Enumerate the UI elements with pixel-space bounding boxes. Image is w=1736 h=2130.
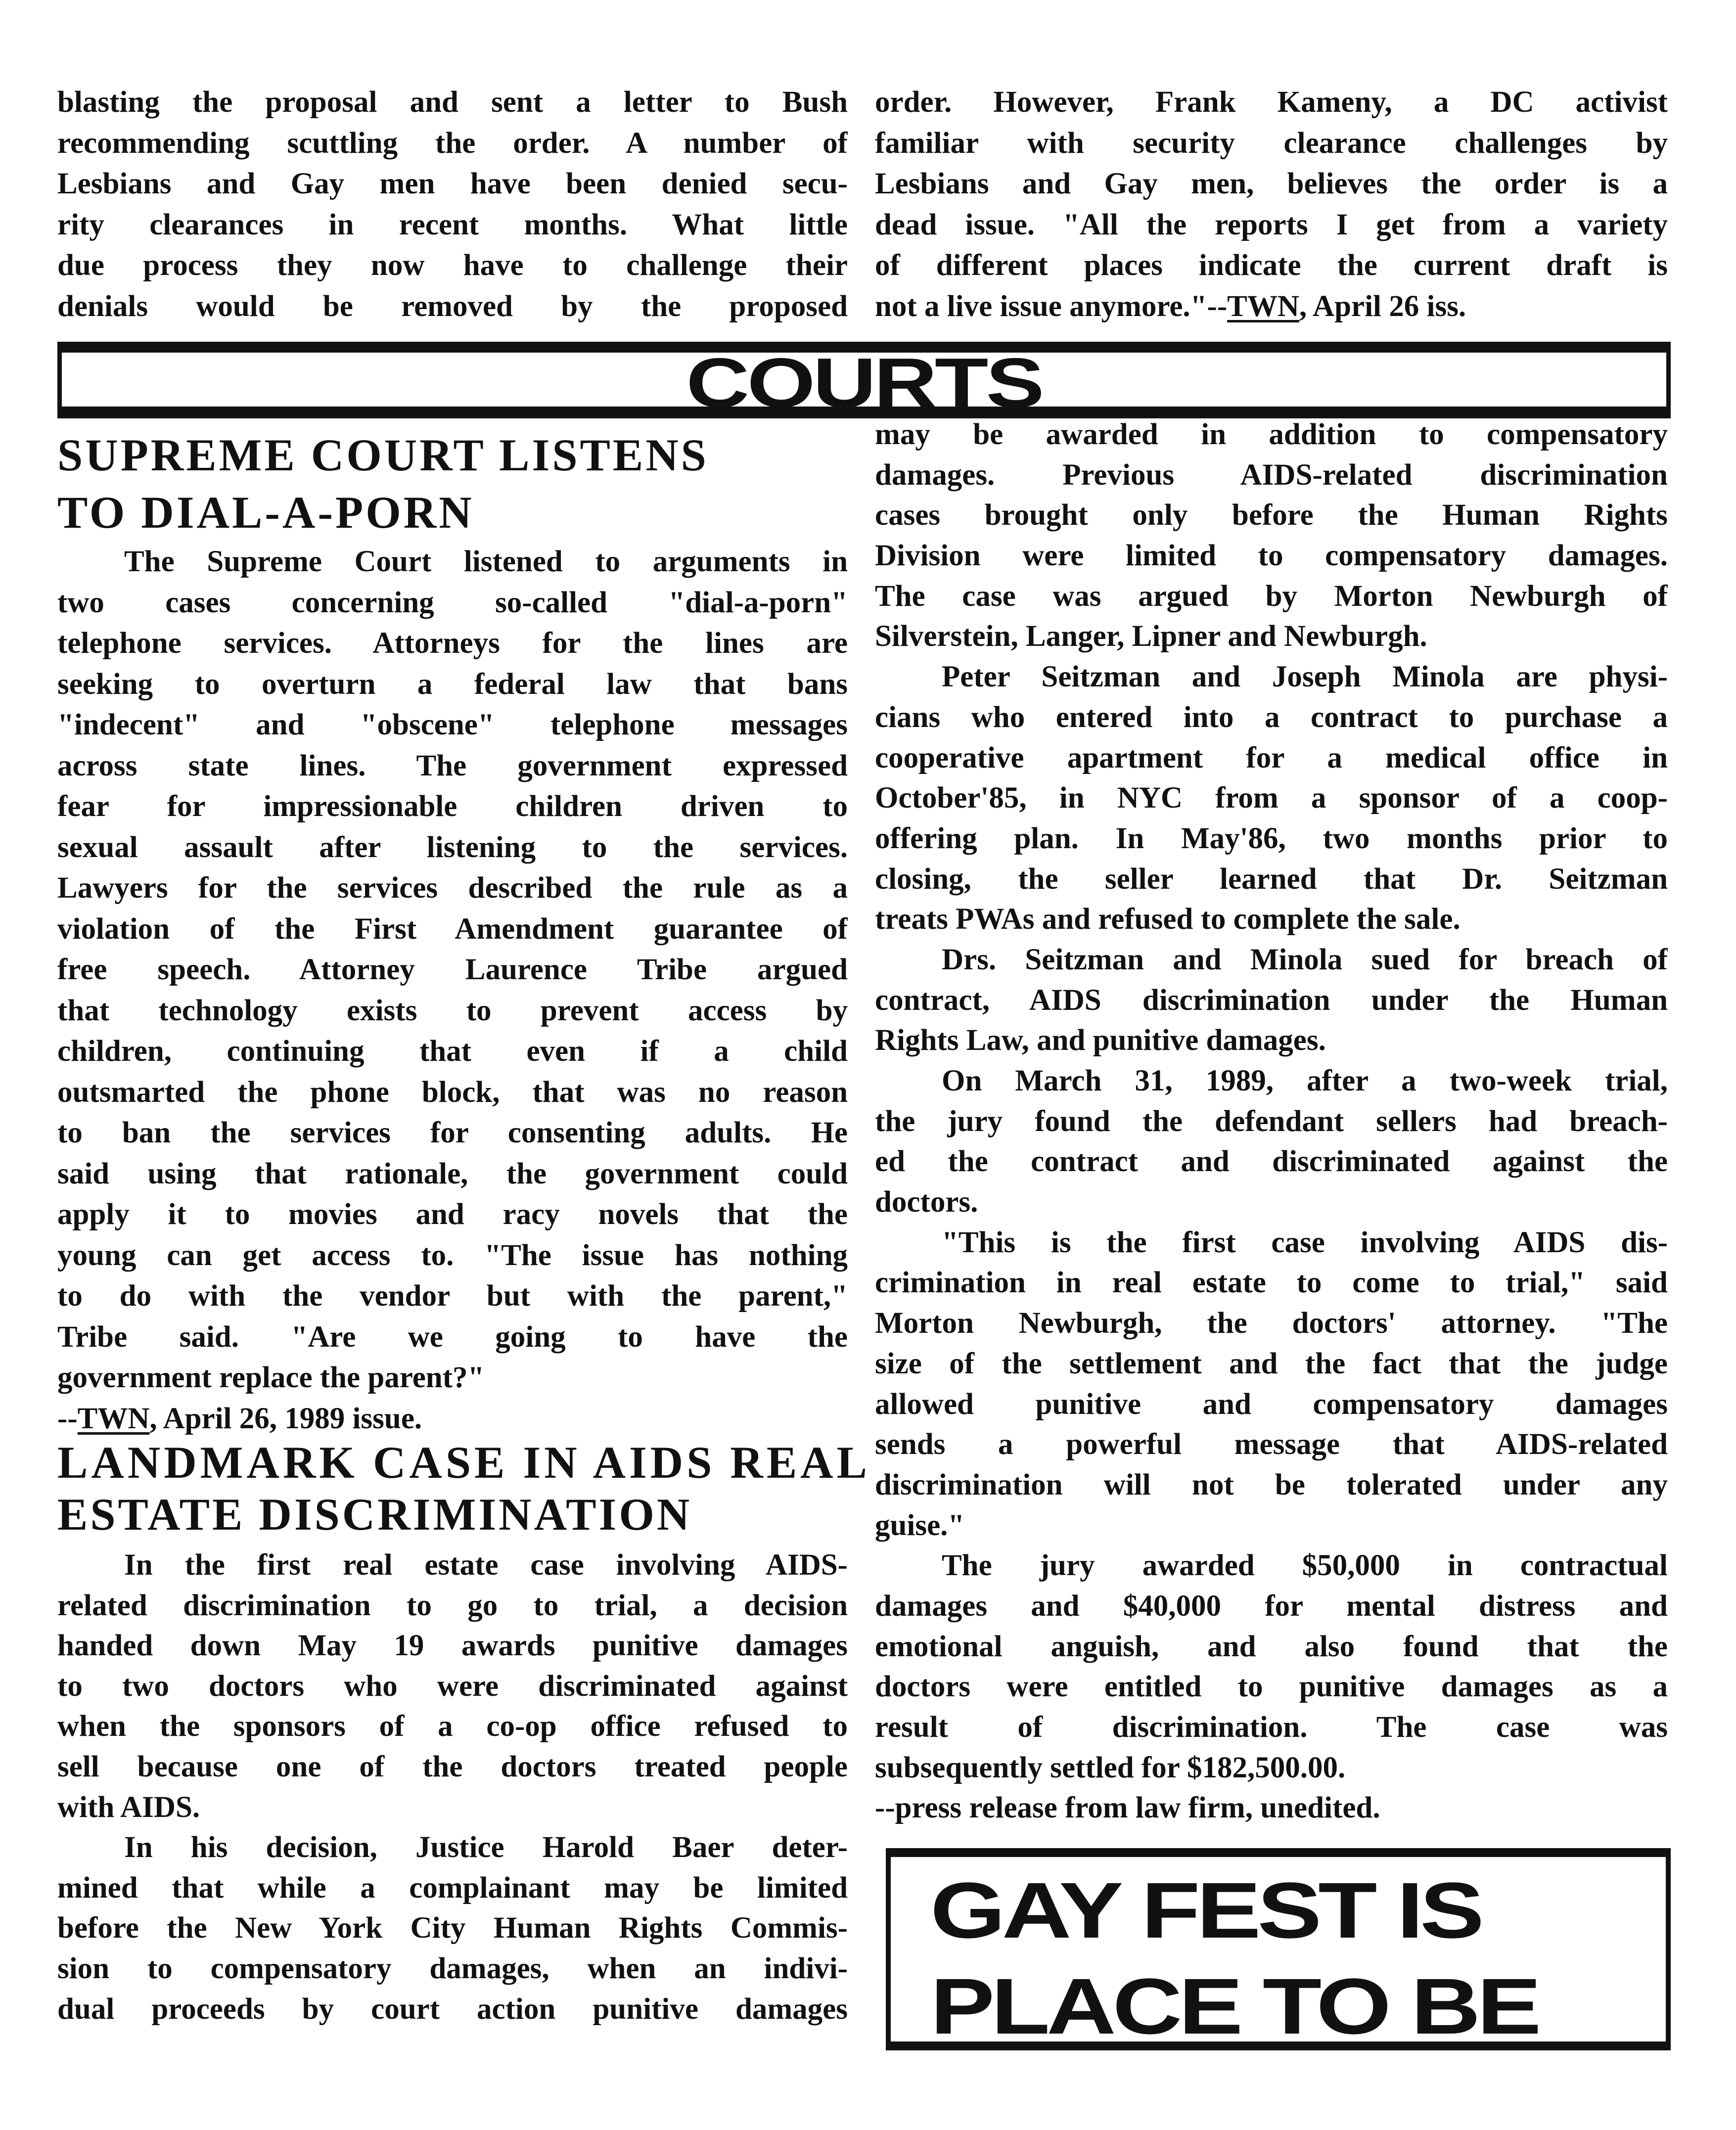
text-line: ed the contract and discriminated against the <box>875 1145 1668 1178</box>
text-line: Silverstein, Langer, Lipner and Newburgh. <box>875 620 1427 653</box>
text-line: that technology exists to prevent access by <box>57 994 848 1027</box>
text-line: two cases concerning so-called "dial-a-porn" <box>57 586 848 619</box>
text-line: October'85, in NYC from a sponsor of a coop- <box>875 781 1668 815</box>
text-line: fear for impressionable children driven to <box>57 790 848 823</box>
text-fragment: -- <box>57 1402 78 1435</box>
text-line: In his decision, Justice Harold Baer deter- <box>124 1831 848 1864</box>
text-line: sell because one of the doctors treated people <box>57 1750 848 1783</box>
text-line: result of discrimination. The case was <box>875 1711 1668 1744</box>
text-line: damages. Previous AIDS-related discrimination <box>875 458 1668 492</box>
text-line: apply it to movies and racy novels that the <box>57 1198 848 1231</box>
text-line: Division were limited to compensatory damages. <box>875 539 1668 573</box>
text-line: blasting the proposal and sent a letter to Bush <box>57 86 848 119</box>
text-line: Peter Seitzman and Joseph Minola are physi- <box>942 660 1668 694</box>
text-line <box>875 286 1668 327</box>
text-line: Lesbians and Gay men, believes the order is a <box>875 167 1668 200</box>
text-line: rity clearances in recent months. What little <box>57 208 848 241</box>
text-line: sion to compensatory damages, when an indivi- <box>57 1951 848 1985</box>
text-line: before the New York City Human Rights Commis- <box>57 1911 848 1945</box>
text-line: due process they now have to challenge their <box>57 249 848 282</box>
text-line: sends a powerful message that AIDS-related <box>875 1428 1668 1461</box>
text-line: sexual assault after listening to the services. <box>57 830 848 864</box>
text-line: telephone services. Attorneys for the lines are <box>57 627 848 660</box>
gay-fest-notice-box <box>886 1848 1671 2050</box>
text-line: free speech. Attorney Laurence Tribe argued <box>57 953 848 986</box>
text-line: subsequently settled for $182,500.00. <box>875 1751 1346 1784</box>
text-line: seeking to overturn a federal law that bans <box>57 667 848 701</box>
text-line: to two doctors who were discriminated against <box>57 1669 848 1703</box>
text-line: violation of the First Amendment guarantee of <box>57 912 848 946</box>
text-line: On March 31, 1989, after a two-week trial, <box>942 1064 1668 1097</box>
text-line: may be awarded in addition to compensatory <box>875 418 1668 451</box>
text-line: recommending scuttling the order. A number of <box>57 126 848 160</box>
text-line: the jury found the defendant sellers had breach- <box>875 1104 1668 1138</box>
text-line: closing, the seller learned that Dr. Seitzman <box>875 862 1668 896</box>
text-line: size of the settlement and the fact that the judge <box>875 1347 1668 1380</box>
text-line: with AIDS. <box>57 1790 200 1824</box>
text-line: offering plan. In May'86, two months prior to <box>875 821 1668 855</box>
text-line: Lawyers for the services described the rule as a <box>57 871 848 905</box>
text-line: contract, AIDS discrimination under the Human <box>875 983 1668 1017</box>
section-header-box <box>57 342 1671 422</box>
text-line: cases brought only before the Human Rights <box>875 499 1668 532</box>
text-line: to ban the services for consenting adults. He <box>57 1116 848 1149</box>
article-body <box>57 1545 848 2029</box>
text-line: familiar with security clearance challenges by <box>875 126 1668 160</box>
text-line: In the first real estate case involving AIDS- <box>124 1548 848 1582</box>
text-line: when the sponsors of a co-op office refused to <box>57 1710 848 1743</box>
text-line: dead issue. "All the reports I get from a variety <box>875 208 1668 241</box>
text-line: damages and $40,000 for mental distress and <box>875 1589 1668 1623</box>
text-line: dual proceeds by court action punitive damages <box>57 1992 848 2026</box>
text-line: children, continuing that even if a child <box>57 1035 848 1068</box>
article-headline: TO DIAL-A-PORN <box>57 487 474 538</box>
text-line: treats PWAs and refused to complete the sale. <box>875 903 1461 936</box>
text-line: --press release from law firm, unedited. <box>875 1791 1380 1825</box>
article-body <box>57 542 848 1439</box>
text-line: "indecent" and "obscene" telephone messages <box>57 708 848 741</box>
text-line: discrimination will not be tolerated under any <box>875 1468 1668 1501</box>
text-line: young can get access to. "The issue has nothing <box>57 1238 848 1272</box>
text-line: to do with the vendor but with the parent," <box>57 1279 848 1313</box>
text-line: emotional anguish, and also found that the <box>875 1630 1668 1663</box>
text-fragment: , April 26 iss. <box>1299 289 1466 323</box>
text-line: Rights Law, and punitive damages. <box>875 1024 1326 1057</box>
text-line: handed down May 19 awards punitive damages <box>57 1629 848 1663</box>
text-line: allowed punitive and compensatory damages <box>875 1387 1668 1421</box>
text-line: outsmarted the phone block, that was no reason <box>57 1075 848 1109</box>
source-citation: TWN <box>77 1402 150 1435</box>
top-left-text <box>57 82 848 327</box>
text-line: crimination in real estate to come to trial," said <box>875 1266 1668 1300</box>
text-line: The jury awarded $50,000 in contractual <box>942 1549 1668 1583</box>
article-body-continued <box>875 414 1668 1828</box>
source-citation: TWN <box>1227 289 1299 323</box>
text-line: of different places indicate the current draft is <box>875 249 1668 282</box>
text-line <box>57 1399 848 1440</box>
text-line: cooperative apartment for a medical office in <box>875 741 1668 774</box>
top-right-text <box>875 82 1668 327</box>
text-line: mined that while a complainant may be limited <box>57 1871 848 1904</box>
article-headline: LANDMARK CASE IN AIDS REAL <box>57 1437 870 1488</box>
text-line: cians who entered into a contract to purchase a <box>875 700 1668 734</box>
article-headline: ESTATE DISCRIMINATION <box>57 1489 692 1540</box>
text-line: Tribe said. "Are we going to have the <box>57 1320 848 1354</box>
article-headline: SUPREME COURT LISTENS <box>57 430 709 480</box>
text-line: The case was argued by Morton Newburgh of <box>875 579 1668 613</box>
text-line: Morton Newburgh, the doctors' attorney. "The <box>875 1307 1668 1340</box>
text-line: across state lines. The government expressed <box>57 749 848 782</box>
text-line: doctors. <box>875 1185 978 1219</box>
section-title: COURTS <box>686 344 1042 422</box>
text-line: "This is the first case involving AIDS dis- <box>942 1225 1668 1259</box>
text-line: related discrimination to go to trial, a decision <box>57 1588 848 1622</box>
text-line: Lesbians and Gay men have been denied secu- <box>57 167 848 200</box>
text-line: government replace the parent?" <box>57 1361 485 1394</box>
text-line: guise." <box>875 1508 965 1542</box>
text-line: denials would be removed by the proposed <box>57 289 848 323</box>
text-fragment: , April 26, 1989 issue. <box>149 1402 422 1435</box>
text-line: Drs. Seitzman and Minola sued for breach of <box>942 943 1668 976</box>
text-line: The Supreme Court listened to arguments in <box>124 545 848 578</box>
text-line: doctors were entitled to punitive damages as a <box>875 1670 1668 1704</box>
text-line: order. However, Frank Kameny, a DC activist <box>875 86 1668 119</box>
notice-line: GAY FEST IS <box>930 1866 1481 1954</box>
text-fragment: not a live issue anymore."-- <box>875 289 1228 323</box>
text-line: said using that rationale, the government could <box>57 1157 848 1190</box>
notice-line: PLACE TO BE <box>930 1962 1538 2050</box>
